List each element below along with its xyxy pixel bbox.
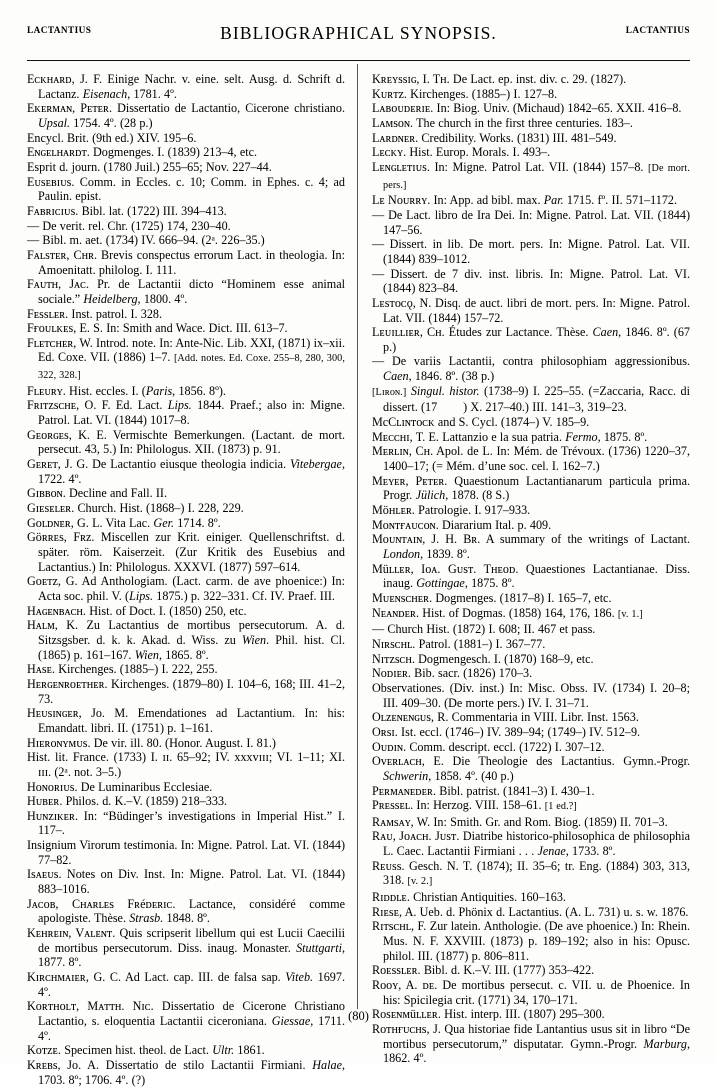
- bibliography-entry: Lᴀᴍsᴏɴ. The church in the first three centuries. 183–.: [372, 115, 633, 130]
- bibliography-entry: Kᴏᴛᴢᴇ. Specimen hist. theol. de Lact. Ultr. 1861.: [27, 1043, 265, 1058]
- bibliography-entry: Mᴜᴇɴsᴄʜᴇʀ. Dogmenges. (1817–8) I. 165–7, etc.: [372, 590, 612, 605]
- bibliography-entry: Gᴇʀᴇᴛ, J. G. De Lactantio eiusque theologia indicia. Vitebergae, 1722. 4º.: [27, 457, 345, 486]
- bibliography-entry: Lᴇɴɢʟᴇᴛɪᴜs. In: Migne. Patrol Lat. VII. (1844) 157–8. [De mort. pers.]: [372, 159, 690, 191]
- bibliography-entry: Möʜʟᴇʀ. Patrologie. I. 917–933.: [372, 503, 531, 518]
- bibliography-entry: — Dissert. in lib. De mort. pers. In: Migne. Patrol. Lat. VII. (1844) 839–1012.: [372, 237, 690, 266]
- left-column: [27, 72, 345, 1087]
- bibliography-entry: Esprit d. journ. (1780 Juil.) 255–65; Nov. 227–44.: [27, 159, 272, 174]
- bibliography-entry: Rᴇᴜss. Gesch. N. T. (1874); II. 35–6; tr. Eng. (1884) 303, 313, 318. [v. 2.]: [372, 858, 690, 888]
- bibliography-entry: Kʀᴇʏssɪɢ, I. Tʜ. De Lact. ep. inst. div. c. 29. (1827).: [372, 72, 627, 86]
- bibliography-entry: Rɪᴇsᴇ, A. Ueb. d. Phönix d. Lactantius. (A. L. 731) u. s. w. 1876.: [372, 904, 689, 919]
- bibliography-entry: Eᴋᴇʀᴍᴀɴ, Pᴇᴛᴇʀ. Dissertatio de Lactantio, Cicerone christiano. Upsal. 1754. 4º. (28 p.): [27, 101, 345, 130]
- bibliography-entry: Oʀsɪ. Ist. eccl. (1746–) IV. 389–94; (1749–) IV. 512–9.: [372, 724, 641, 739]
- bibliography-entry: Rɪᴅᴅʟᴇ. Christian Antiquities. 160–163.: [372, 890, 566, 905]
- bibliography-entry: Fᴀʟsᴛᴇʀ, Cʜʀ. Brevis conspectus errorum Lact. in theologia. In: Amoenitatt. philolog. I. 111.: [27, 247, 345, 277]
- bibliography-entry: Lᴇsᴛᴏᴄǫ, N. Disq. de auct. libri de mort. pers. In: Migne. Patrol. Lat. VII. (1844) 157–72.: [372, 295, 690, 325]
- bibliography-entry: Gɪʙʙᴏɴ. Decline and Fall. II.: [27, 486, 168, 501]
- bibliography-entry: Mᴇᴄᴄʜɪ, T. E. Lattanzio e la sua patria. Fermo, 1875. 8º.: [372, 429, 648, 444]
- bibliography-entry: Hist. lit. France. (1733) I. ɪɪ. 65–92; IV. xxxvɪɪɪ; VI. 1–11; XI. ɪɪɪ. (2ᵃ. not. 3–5.): [27, 750, 345, 779]
- bibliography-entry: Rᴏᴛʜғᴜᴄʜs, J. Qua historiae fide Lantantius usus sit in libro “De mortibus persecutorum,” disputatar. Gymn.-Progr. Marburg, 1862. 4º.: [372, 1022, 690, 1066]
- bibliography-entry: Fʟᴇᴜʀʏ. Hist. eccles. I. (Paris, 1856. 8º).: [27, 383, 226, 398]
- bibliography-entry: Mᴏᴜɴᴛᴀɪɴ, J. H. Bʀ. A summary of the writings of Lactant. London, 1839. 8º.: [372, 532, 690, 561]
- bibliography-entry: Eᴄᴋʜᴀʀᴅ, J. F. Einige Nachr. v. eine. selt. Ausg. d. Schrift d. Lactanz. Eisenach, 1781. 4º.: [27, 72, 345, 101]
- bibliography-entry: Kᴇʜʀᴇɪɴ, Vᴀʟᴇɴᴛ. Quis scripserit libellum qui est Lucii Caecilii de mortibus persecutorum. Diss. inaug. Monaster. Stuttgarti, 1877. 8º.: [27, 926, 345, 970]
- bibliography-entry: Fʀɪᴛᴢsᴄʜᴇ, O. F. Ed. Lact. Lips. 1844. Praef.; also in: Migne. Patrol. Lat. VI. (1844) 1017–8.: [27, 398, 345, 428]
- bibliography-entry: Oʟᴢᴇɴᴇɴɢᴜs, R. Commentaria in VIII. Libr. Inst. 1563.: [372, 710, 639, 725]
- running-head-left: LACTANTIUS: [27, 26, 92, 36]
- bibliography-entry: Pᴇʀᴍᴀɴᴇᴅᴇʀ. Bibl. patrist. (1841–3) I. 430–1.: [372, 783, 595, 798]
- bibliography-entry: Nᴏᴅɪᴇʀ. Bib. sacr. (1826) 170–3.: [372, 666, 533, 681]
- bibliography-entry: Rᴏsᴇɴᴍüʟʟᴇʀ. Hist. interp. III. (1807) 295–300.: [372, 1007, 605, 1022]
- two-column-body: [27, 72, 690, 1087]
- bibliography-entry: — Church Hist. (1872) I. 608; II. 467 et pass.: [372, 622, 596, 637]
- bibliography-entry: Hᴜʙᴇʀ. Philos. d. K.–V. (1859) 218–333.: [27, 794, 228, 809]
- bibliography-entry: Oᴜᴅɪɴ. Comm. descript. eccl. (1722) I. 307–12.: [372, 739, 605, 754]
- page-folio: (80): [348, 1009, 369, 1023]
- bibliography-entry: Lᴇᴜɪʟʟɪᴇʀ, Cʜ. Études zur Lactance. Thèse. Caen, 1846. 8º. (67 p.): [372, 325, 690, 354]
- bibliography-entry: Kᴜʀᴛᴢ. Kirchenges. (1885–) I. 127–8.: [372, 86, 558, 101]
- bibliography-entry: Lᴀʀᴅɴᴇʀ. Credibility. Works. (1831) III. 481–549.: [372, 130, 617, 145]
- bibliography-entry: Rᴀᴜ, Jᴏᴀᴄʜ. Jᴜsᴛ. Diatribe historico-philosophica de philosophia L. Caec. Lactantii Firmiani . . . Jenae, 1733. 8º.: [372, 829, 690, 859]
- bibliography-entry: — De variis Lactantii, contra philosophiam aggressionibus. Caen, 1846. 8º. (38 p.): [372, 354, 690, 384]
- bibliography-entry: Fᴀᴜᴛʜ, Jᴀᴄ. Pr. de Lactantii dicto “Hominem esse animal sociale.” Heidelberg, 1800. 4º.: [27, 277, 345, 306]
- bibliography-entry: Fᴀʙʀɪᴄɪᴜs. Bibl. lat. (1722) III. 394–413.: [27, 203, 227, 218]
- bibliography-entry: — Dissert. de 7 div. inst. libris. In: Migne. Patrol. Lat. VI. (1844) 823–84.: [372, 266, 690, 296]
- bibliography-entry: Rᴏᴇssʟᴇʀ. Bibl. d. K.–V. III. (1777) 353–422.: [372, 963, 595, 978]
- bibliography-entry: Gᴏᴇᴛᴢ, G. Ad Anthologiam. (Lact. carm. de ave phoenice:) In: Acta soc. phil. V. (Lips. 1875.) p. 322–331. Cf. IV. Praef. III.: [27, 574, 345, 603]
- bibliography-entry: Rᴏᴏʏ, A. ᴅᴇ. De mortibus persecut. c. VII. u. de Phoenice. In his: Spicilegia crit. (1771) 34, 170–171.: [372, 978, 690, 1007]
- bibliography-entry: Kɪʀᴄʜᴍᴀɪᴇʀ, G. C. Ad Lact. cap. III. de falsa sap. Viteb. 1697. 4º.: [27, 970, 345, 999]
- bibliography-entry: Mᴇʀʟɪɴ, Cʜ. Apol. de L. In: Mém. de Trévoux. (1736) 1220–37, 1400–17; (= Mém. d’une soc. cel. I. 162–7.): [372, 444, 690, 474]
- bibliography-entry: Isᴀᴇᴜs. Notes on Div. Inst. In: Migne. Patrol. Lat. VI. (1844) 883–1016.: [27, 867, 345, 897]
- bibliography-entry: Rɪᴛsᴄʜʟ, F. Zur latein. Anthologie. (De ave phoenice.) In: Rhein. Mus. N. F. XXVIII. (1873) p. 189–192; also in his: Opusc. philol. III. (1877) p. 806–811.: [372, 919, 690, 963]
- bibliography-entry: [Lɪʀᴏɴ.] Singul. histor. (1738–9) I. 225–55. (=Zaccaria, Racc. di dissert. (17 ) X. 217–40.) III. 141–3, 319–23.: [372, 383, 690, 415]
- bibliography-entry: Rᴀᴍsᴀʏ, W. In: Smith. Gr. and Rom. Biog. (1859) II. 701–3.: [372, 814, 668, 829]
- bibliography-entry: Jᴀᴄᴏʙ, Cʜᴀʀʟᴇs Fʀéᴅᴇʀɪᴄ. Lactance, considéré comme apologiste. Thèse. Strasb. 1848. 8º.: [27, 896, 345, 926]
- bibliography-entry: Fғᴏᴜʟᴋᴇs, E. S. In: Smith and Wace. Dict. III. 613–7.: [27, 321, 288, 336]
- page-title: BIBLIOGRAPHICAL SYNOPSIS.: [220, 23, 497, 43]
- bibliography-entry: Fᴇssʟᴇʀ. Inst. patrol. I. 328.: [27, 306, 163, 321]
- bibliography-entry: Encycl. Brit. (9th ed.) XIV. 195–6.: [27, 130, 197, 145]
- bibliography-entry: Mᴇʏᴇʀ, Pᴇᴛᴇʀ. Quaestionum Lactantianarum particula prima. Progr. Jülich, 1878. (8 S.): [372, 473, 690, 503]
- bibliography-entry: Nɪʀsᴄʜʟ. Patrol. (1881–) I. 367–77.: [372, 636, 546, 651]
- bibliography-entry: — De verit. rel. Chr. (1725) 174, 230–40.: [27, 218, 231, 233]
- bibliography-entry: Pʀᴇssᴇʟ. In: Herzog. VIII. 158–61. [1 ed.?]: [372, 798, 577, 813]
- bibliography-entry: Müʟʟᴇʀ, Iᴏᴀ. Gᴜsᴛ. Tʜᴇᴏᴅ. Quaestiones Lactantianae. Diss. inaug. Gottingae, 1875. 8º.: [372, 561, 690, 591]
- right-column: [372, 72, 690, 1066]
- bibliography-entry: Lᴀʙᴏᴜᴅᴇʀɪᴇ. In: Biog. Univ. (Michaud) 1842–65. XXII. 416–8.: [372, 101, 682, 116]
- bibliography-entry: Mᴏɴᴛғᴀᴜᴄᴏɴ. Diararium Ital. p. 409.: [372, 517, 552, 532]
- bibliography-entry: Hᴏɴᴏʀɪᴜs. De Luminaribus Ecclesiae.: [27, 779, 213, 794]
- bibliography-entry: Lᴇᴄᴋʏ. Hist. Europ. Morals. I. 493–.: [372, 145, 551, 160]
- header-divider-rule: [27, 60, 690, 61]
- bibliography-entry: Nᴇᴀɴᴅᴇʀ. Hist. of Dogmas. (1858) 164, 176, 186. [v. 1.]: [372, 605, 643, 620]
- bibliography-entry: Nɪᴛᴢsᴄʜ. Dogmengesch. I. (1870) 168–9, etc.: [372, 651, 594, 666]
- bibliography-entry: Hᴇʀɢᴇɴʀᴏᴇᴛʜᴇʀ. Kirchenges. (1879–80) I. 104–6, 168; III. 41–2, 73.: [27, 676, 345, 706]
- bibliography-entry: Gɪᴇsᴇʟᴇʀ. Church. Hist. (1868–) I. 228, 229.: [27, 501, 244, 516]
- bibliography-entry: Kʀᴇʙs, Jᴏ. A. Dissertatio de stilo Lactantii Firmiani. Halae, 1703. 8º; 1706. 4º. (?): [27, 1057, 345, 1087]
- bibliography-entry: Hᴇᴜsɪɴɢᴇʀ, Jᴏ. M. Emendationes ad Lactantium. In: his: Emandatt. libri. II. (1751) p. 1–161.: [27, 706, 345, 735]
- bibliography-entry: Hᴜɴᴢɪᴋᴇʀ. In: “Büdinger’s investigations in Imperial Hist.” I. 117–.: [27, 808, 345, 838]
- bibliography-entry: Fʟᴇᴛᴄʜᴇʀ, W. Introd. note. In: Ante-Nic. Lib. XXI, (1871) ix–xii. Ed. Coxe. VII. (1886) 1–7. [Add. notes. Ed. Coxe. 255–8, 280, 300, 322, 328.]: [27, 335, 345, 382]
- bibliography-entry: — Bibl. m. aet. (1734) IV. 666–94. (2ᵃ. 226–35.): [27, 233, 265, 248]
- bibliography-entry: Observationes. (Div. inst.) In: Misc. Obss. IV. (1734) I. 20–8; III. 409–30. (De morte pers.) IV. I. 31–71.: [372, 680, 690, 710]
- bibliography-entry: Hᴀɢᴇɴʙᴀᴄʜ. Hist. of Doct. I. (1850) 250, etc.: [27, 603, 247, 618]
- bibliography-entry: Hᴀsᴇ. Kirchenges. (1885–) I. 222, 255.: [27, 662, 218, 677]
- bibliography-entry: Eᴜsᴇʙɪᴜs. Comm. in Eccles. c. 10; Comm. in Ephes. c. 4; ad Paulin. epist.: [27, 174, 345, 204]
- running-head-right: LACTANTIUS: [625, 26, 690, 36]
- bibliography-entry: Eɴɢᴇʟʜᴀʀᴅᴛ. Dogmenges. I. (1839) 213–4, etc.: [27, 145, 258, 160]
- bibliography-entry: Lᴇ Nᴏᴜʀʀʏ. In: App. ad bibl. max. Par. 1715. fº. II. 571–1172.: [372, 193, 678, 208]
- bibliography-entry: McCʟɪɴᴛᴏᴄᴋ and S. Cycl. (1874–) V. 185–9.: [372, 415, 590, 430]
- bibliography-entry: Gᴏʟᴅɴᴇʀ, G. L. Vita Lac. Ger. 1714. 8º.: [27, 515, 221, 530]
- bibliography-entry: — De Lact. libro de Ira Dei. In: Migne. Patrol. Lat. VII. (1844) 147–56.: [372, 207, 690, 237]
- bibliography-entry: Hɪᴇʀᴏɴʏᴍᴜs. De vir. ill. 80. (Honor. August. I. 81.): [27, 735, 276, 750]
- bibliography-entry: Insignium Virorum testimonia. In: Migne. Patrol. Lat. VI. (1844) 77–82.: [27, 838, 345, 867]
- running-head: [27, 23, 690, 50]
- bibliography-entry: Göʀʀᴇs, Fʀᴢ. Miscellen zur Krit. einiger. Quellenschriftst. d. später. röm. Kaiserzeit. (Zur Kritik des Eusebius and Lactantius.) In: Philologus. XXXVI. (1877) 597–614.: [27, 530, 345, 574]
- bibliography-entry: Hᴀʟᴍ, K. Zu Lactantius de mortibus persecutorum. A. d. Sitzsgsber. d. k. k. Akad. d. Wiss. zu Wien. Phil. hist. Cl. (1865) p. 161–167. Wien, 1865. 8º.: [27, 618, 345, 662]
- bibliography-entry: Kᴏʀᴛʜᴏʟᴛ, Mᴀᴛᴛʜ. Nɪᴄ. Dissertatio de Cicerone Christiano Lactantio, s. eloquentia Lactantii ciceroniana. Giessae, 1711. 4º.: [27, 999, 345, 1043]
- bibliography-entry: Oᴠᴇʀʟᴀᴄʜ, E. Die Theologie des Lactantius. Gymn.-Progr. Schwerin, 1858. 4º. (40 p.): [372, 754, 690, 783]
- bibliography-entry: Gᴇᴏʀɢᴇs, K. E. Vermischte Bemerkungen. (Lactant. de mort. persecut. 43, 5.) In: Philologus. XII. (1873) p. 91.: [27, 427, 345, 457]
